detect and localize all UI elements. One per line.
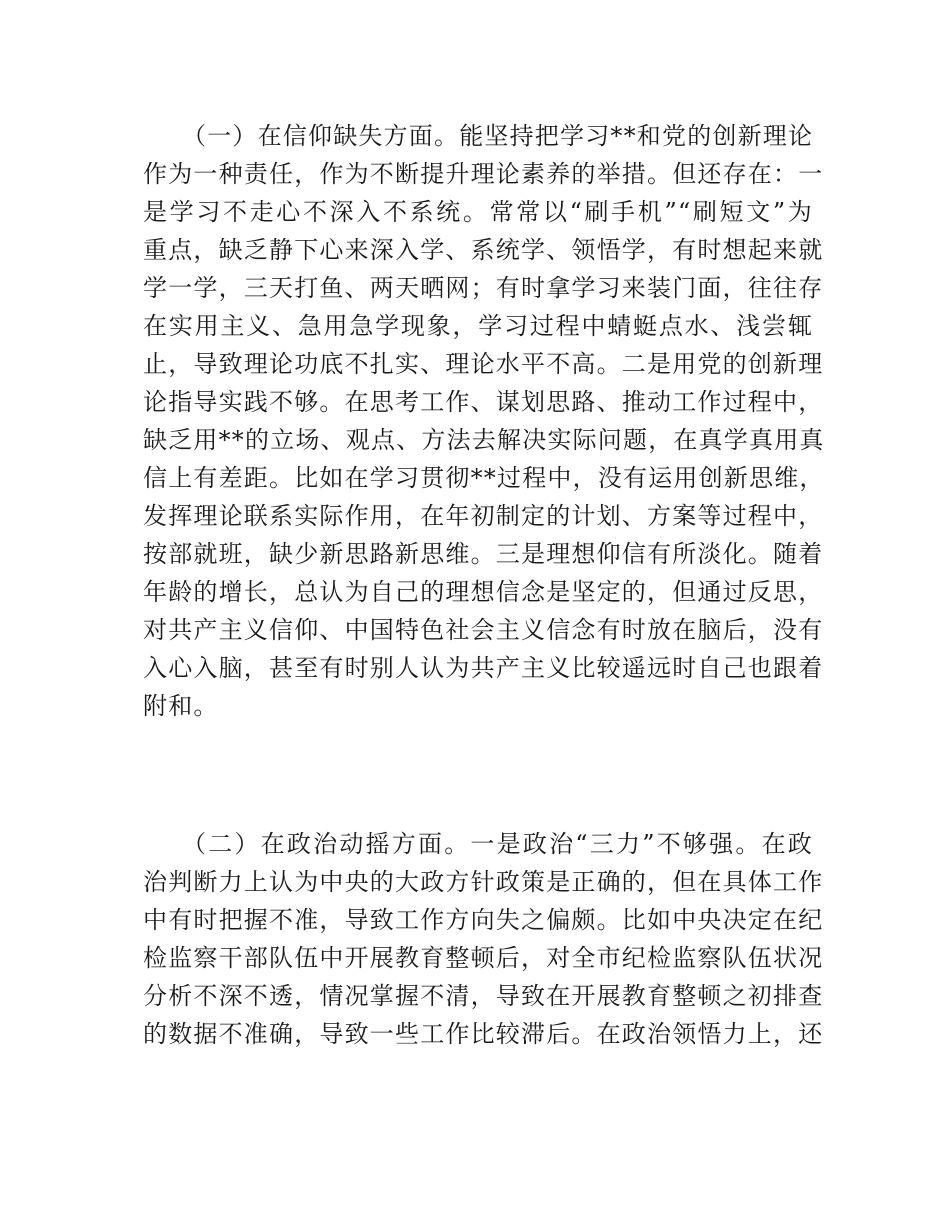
text-line: 分析不深不透，情况掌握不清，导致在开展教育整顿之初排查: [143, 982, 824, 1010]
text-line: （二）在政治动摇方面。一是政治“三力”不够强。在政: [182, 830, 813, 858]
text-line: 治判断力上认为中央的大政方针政策是正确的，但在具体工作: [143, 868, 824, 896]
text-line: 止，导致理论功底不扎实、理论水平不高。二是用党的创新理: [143, 350, 824, 378]
text-line: 论指导实践不够。在思考工作、谋划思路、推动工作过程中，: [143, 388, 824, 416]
text-line: 信上有差距。比如在学习贯彻**过程中，没有运用创新思维，: [143, 464, 825, 492]
text-line: 附和。: [143, 692, 219, 720]
text-line: 检监察干部队伍中开展教育整顿后，对全市纪检监察队伍状况: [143, 944, 824, 972]
text-line: 在实用主义、急用急学现象，学习过程中蜻蜓点水、浅尝辄: [143, 312, 813, 340]
text-line: 入心入脑，甚至有时别人认为共产主义比较遥远时自己也跟着: [143, 654, 824, 682]
text-line: 对共产主义信仰、中国特色社会主义信念有时放在脑后，没有: [143, 616, 824, 644]
text-line: 缺乏用**的立场、观点、方法去解决实际问题，在真学真用真: [143, 426, 825, 454]
text-line: 学一学，三天打鱼、两天晒网；有时拿学习来装门面，往往存: [143, 274, 824, 302]
text-line: 发挥理论联系实际作用，在年初制定的计划、方案等过程中，: [143, 502, 824, 530]
text-line: 年龄的增长，总认为自己的理想信念是坚定的，但通过反思，: [143, 578, 824, 606]
paragraph-politics: [143, 825, 824, 1053]
paragraph-faith: [143, 117, 825, 725]
text-line: 作为一种责任，作为不断提升理论素养的举措。但还存在：一: [143, 160, 824, 188]
text-line: 重点，缺乏静下心来深入学、系统学、领悟学，有时想起来就: [143, 236, 824, 264]
text-line: （一）在信仰缺失方面。能坚持把学习**和党的创新理论: [182, 122, 814, 150]
text-line: 的数据不准确，导致一些工作比较滞后。在政治领悟力上，还: [143, 1020, 824, 1048]
text-line: 中有时把握不准，导致工作方向失之偏颇。比如中央决定在纪: [143, 906, 824, 934]
text-line: 按部就班，缺少新思路新思维。三是理想仰信有所淡化。随着: [143, 540, 824, 568]
text-line: 是学习不走心不深入不系统。常常以“刷手机”“刷短文”为: [143, 198, 813, 226]
